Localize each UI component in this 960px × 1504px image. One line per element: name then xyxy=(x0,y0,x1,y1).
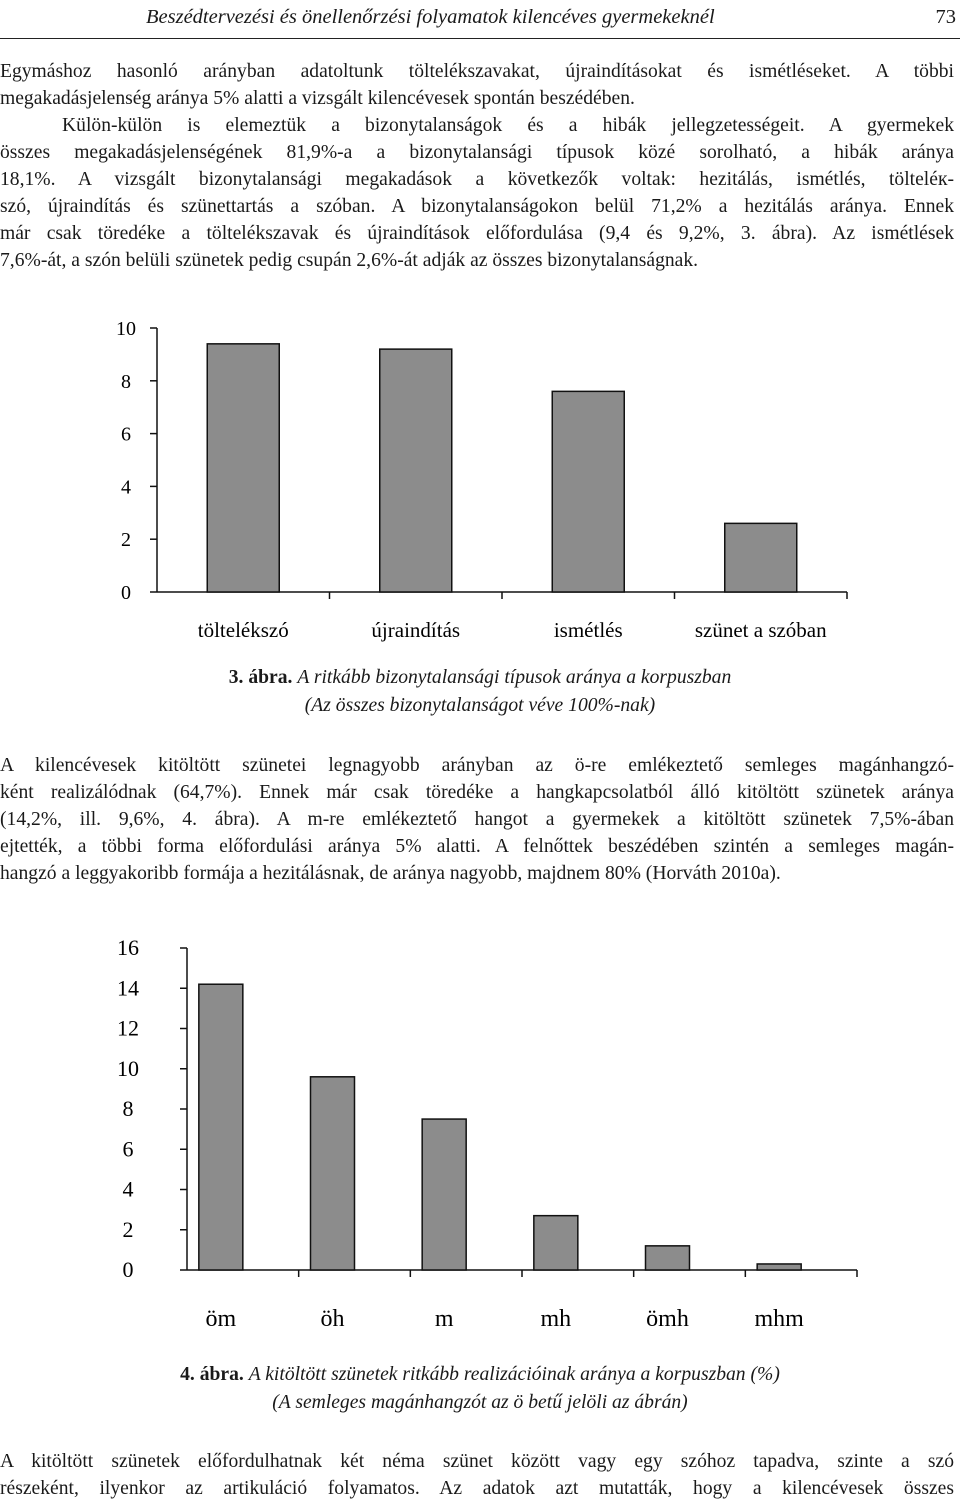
fig4-bar xyxy=(422,1119,466,1270)
page-number: 73 xyxy=(935,6,956,28)
fig4-bar xyxy=(646,1246,690,1270)
text-line: ejtették, a többi forma előfordulási aránya 5% alatti. A felnőttek beszédében szintén a semleges magán- xyxy=(0,836,954,857)
text-line: hangzó a leggyakoribb formája a hezitálásnak, de aránya nagyobb, majdnem 80% (Horváth 2010a). xyxy=(0,863,781,884)
fig3-bar xyxy=(207,344,279,592)
fig3-y-tick-label: 6 xyxy=(121,423,131,446)
fig4-y-tick-label: 0 xyxy=(122,1257,134,1282)
fig4-y-tick-label: 2 xyxy=(122,1216,134,1242)
fig4-bar xyxy=(199,984,243,1270)
text-line: (14,2%, ill. 9,6%, 4. ábra). A m-re emlékeztető hangot a gyermekek a kitöltött szünetek 7,5%-ában xyxy=(0,809,954,830)
text-line: 7,6%-át, a szón belüli szünetek pedig csupán 2,6%-át adják az összes bizonytalanságnak. xyxy=(0,250,699,271)
figure-3-label: 3. ábra. xyxy=(228,667,293,688)
fig3-y-tick-label: 4 xyxy=(121,476,131,499)
paragraph-2 xyxy=(0,752,954,887)
text-line: szó, újraindítás és szünettartás a szóban. A bizonytalanságokon belül 71,2% a hezitálás aránya. Ennek xyxy=(0,196,954,217)
fig4-category-label: mhm xyxy=(754,1306,804,1332)
text-line: ként realizálódnak (64,7%). Ennek már csak töredéke a hangkapcsolatból álló kitöltött szünetek aránya xyxy=(0,782,954,803)
fig4-category-label: ömh xyxy=(646,1306,689,1332)
fig4-y-tick-label: 16 xyxy=(117,935,139,960)
fig3-y-tick-label: 10 xyxy=(116,318,136,340)
text-line: A kilencévesek kitöltött szünetei legnagyobb arányban az ö-re emlékeztető semleges magánhangzó- xyxy=(0,755,954,776)
text-line: megakadásjelenség aránya 5% alatti a vizsgált kilencévesek spontán beszédében. xyxy=(0,88,635,109)
text-line: 18,1%. A vizsgált bizonytalansági megakadások a következők voltak: hezitálás, ismétlés, tölteléк- xyxy=(0,169,954,190)
figure-4-title: A kitöltött szünetek ritkább realizációinak aránya a korpuszban (%) xyxy=(248,1364,780,1385)
fig3-bar xyxy=(725,523,797,592)
fig4-bar xyxy=(311,1077,355,1270)
paragraph-1 xyxy=(0,58,954,274)
fig4-y-tick-label: 10 xyxy=(117,1055,139,1081)
text-line: összes megakadásjelenségének 81,9%-a a bizonytalansági típusok közé sorolható, a hibák aránya xyxy=(0,142,954,163)
fig4-y-tick-label: 14 xyxy=(117,975,139,1001)
running-header xyxy=(0,4,960,39)
fig4-y-tick-label: 6 xyxy=(122,1136,134,1162)
fig4-category-label: öh xyxy=(320,1306,345,1332)
fig3-category-label: ismétlés xyxy=(553,618,623,642)
fig4-y-tick-label: 4 xyxy=(122,1176,134,1202)
fig3-bar xyxy=(380,349,452,592)
fig3-category-label: szünet a szóban xyxy=(694,618,827,642)
fig3-category-label: újraindítás xyxy=(371,618,461,642)
fig4-bar xyxy=(757,1264,801,1270)
fig3-y-tick-label: 2 xyxy=(121,529,131,552)
fig3-y-tick-label: 8 xyxy=(121,370,131,393)
figure-3-caption xyxy=(0,664,960,720)
figure-4-subtitle: (A semleges magánhangzót az ö betű jelöli az ábrán) xyxy=(272,1392,688,1413)
fig3-category-label: töltelékszó xyxy=(197,618,289,642)
text-line: részeként, ilyenkor az artikuláció folyamatos. Az adatok azt mutatták, hogy a kilencévesek összes xyxy=(0,1478,954,1499)
paragraph-3 xyxy=(0,1448,954,1502)
fig4-category-label: öm xyxy=(205,1306,237,1332)
figure-3-title: A ritkább bizonytalansági típusok aránya a korpuszban xyxy=(297,667,732,688)
figure-3-subtitle: (Az összes bizonytalanságot véve 100%-nak) xyxy=(304,695,656,716)
fig4-y-tick-label: 12 xyxy=(117,1015,139,1041)
figure-3-chart xyxy=(0,310,960,650)
text-line: A kitöltött szünetek előfordulhatnak két néma szünet között vagy egy szóhoz tapadva, szinte a szó xyxy=(0,1451,954,1472)
running-title: Beszédtervezési és önellenőrzési folyamatok kilencéves gyermekeknél xyxy=(146,6,715,28)
text-line: Egymáshoz hasonló arányban adatoltunk töltelékszavakat, újraindításokat és ismétléseket. A többi xyxy=(0,61,954,82)
fig3-bar xyxy=(552,391,624,592)
figure-4-chart xyxy=(0,930,960,1350)
text-line: Külön-külön is elemeztük a bizonytalanságok és a hibák jellegzetességeit. A gyermekek xyxy=(62,115,954,136)
figure-4-caption xyxy=(0,1361,960,1417)
fig4-bar xyxy=(534,1216,578,1270)
fig3-y-tick-label: 0 xyxy=(121,582,131,604)
figure-4-label: 4. ábra. xyxy=(180,1364,244,1385)
fig4-category-label: mh xyxy=(540,1306,572,1332)
fig4-category-label: m xyxy=(434,1306,454,1332)
fig4-y-tick-label: 8 xyxy=(122,1096,134,1121)
text-line: már csak töredéke a töltelékszavak és újraindítások előfordulása (9,4 és 9,2%, 3. ábra). Az ismétlések xyxy=(0,223,954,244)
